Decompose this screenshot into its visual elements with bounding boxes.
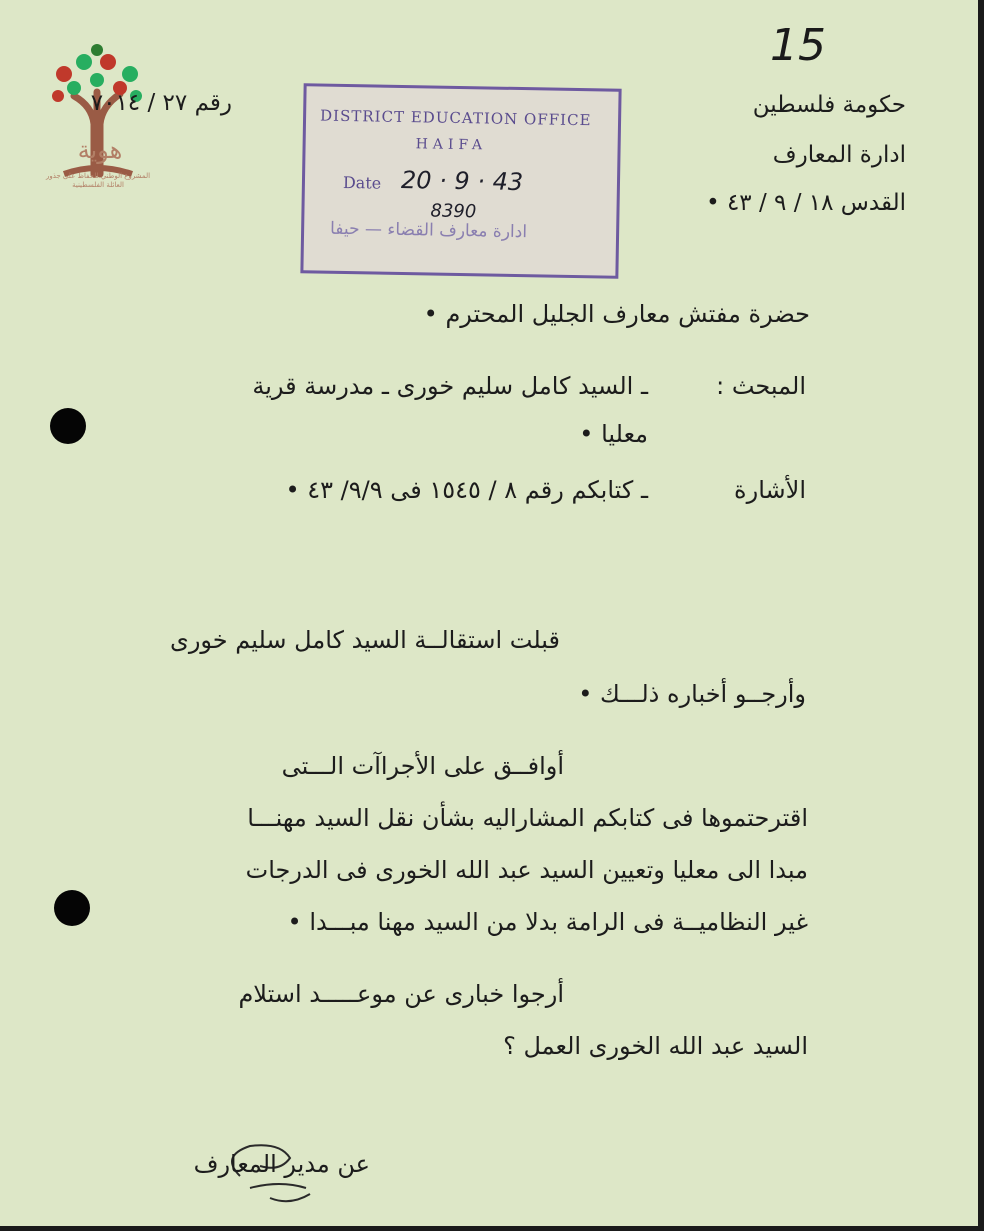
stamp-date-label: Date [342, 172, 382, 193]
para1-line2: وأرجــو أخباره ذلـــك • [578, 680, 806, 708]
para3-line1: أرجوا خبارى عن موعـــــد استلام [238, 980, 564, 1008]
stamp-arabic-text: ادارة معارف القضاء — حيفا [329, 218, 528, 243]
signature-label: عن مدير المعارف [193, 1150, 370, 1178]
punch-hole-bottom [54, 890, 90, 926]
para2-line2: اقترحتموها فى كتابكم المشاراليه بشأن نقل السيد مهنـــا [247, 804, 808, 832]
subject-label: المبحث : [716, 372, 806, 400]
reference-number: رقم ٢٧ / ٧٠١٤ [90, 90, 232, 116]
stamp-serial: 8390 [430, 200, 477, 223]
stamp-city: HAIFA [415, 136, 488, 154]
logo-name: هوية [77, 136, 123, 164]
para2-line1: أوافــق على الأجراآت الـــتى [281, 752, 564, 780]
para1-line1: قبلت استقالــة السيد كامل سليم خورى [170, 626, 560, 654]
para2-line4: غير النظاميــة فى الرامة بدلا من السيد مهنا مبـــدا • [287, 908, 808, 936]
logo-caption: المشروع الوطني للحفاظ على جذور العائلة الفلسطينية [45, 172, 151, 189]
stamp-date-value: 20 · 9 · 43 [400, 165, 524, 197]
punch-hole-top [50, 408, 86, 444]
stamp-office: DISTRICT EDUCATION OFFICE [319, 106, 592, 130]
para3-line2: السيد عبد الله الخورى العمل ؟ [503, 1032, 808, 1060]
subject-line-2: معليا • [579, 420, 648, 448]
subject-line-1: ـ السيد كامل سليم خورى ـ مدرسة قرية [252, 372, 648, 400]
reference-text: ـ كتابكم رقم ٨ / ١٥٤٥ فى ٩/٩/ ٤٣ • [285, 476, 648, 504]
addressee: حضرة مفتش معارف الجليل المحترم • [423, 300, 810, 328]
header-department: ادارة المعارف [772, 142, 906, 168]
header-government: حكومة فلسطين [752, 92, 906, 118]
district-education-stamp [300, 83, 621, 279]
para2-line3: مبدا الى معليا وتعيين السيد عبد الله الخورى فى الدرجات [245, 856, 808, 884]
header-place-date: القدس ١٨ / ٩ / ٤٣ • [706, 190, 906, 216]
page-number: 15 [770, 20, 826, 71]
reference-label: الأشارة [734, 476, 806, 504]
